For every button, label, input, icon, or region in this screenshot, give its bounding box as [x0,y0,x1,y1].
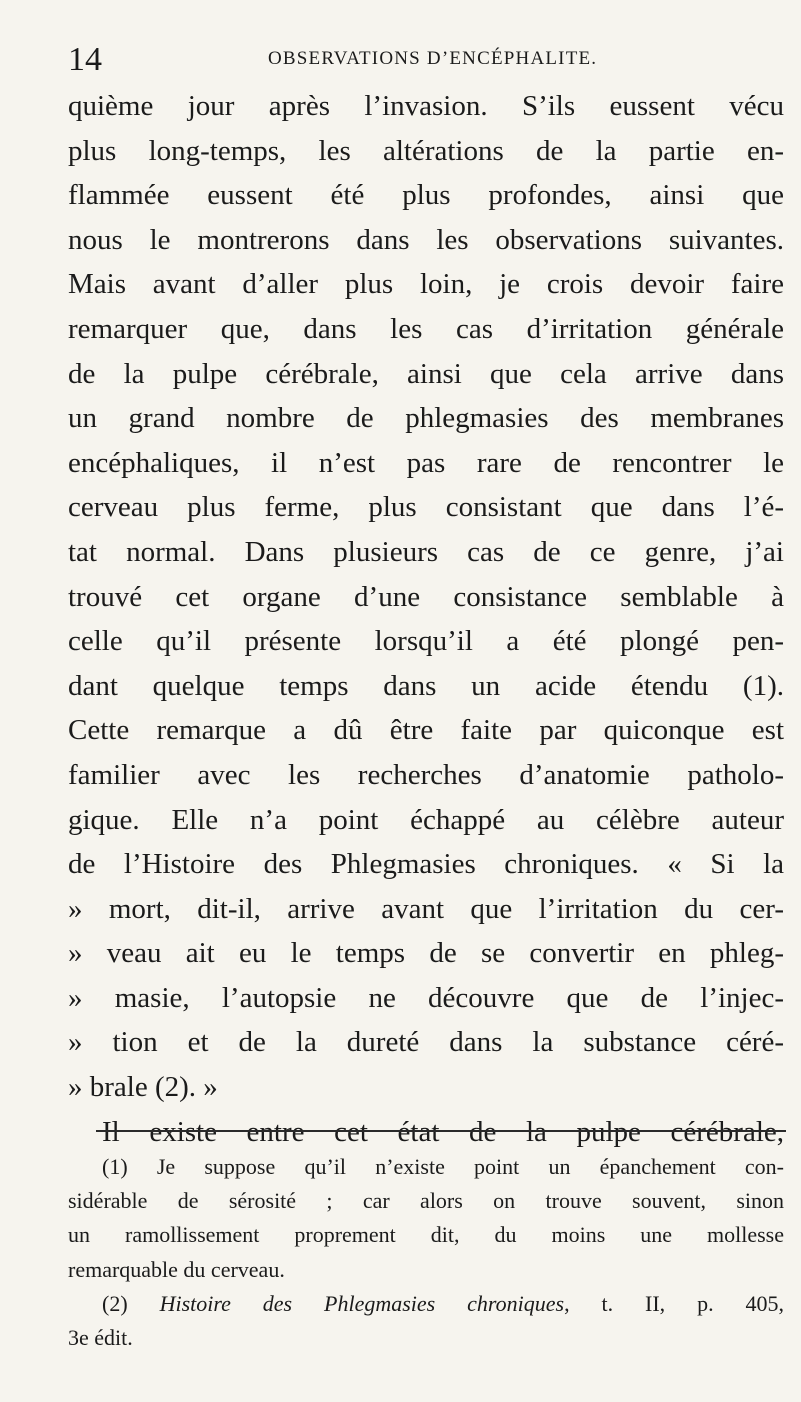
text-line: de la pulpe cérébrale, ainsi que cela arrive dans [68,357,784,390]
page-number: 14 [68,41,102,78]
text-line: » masie, l’autopsie ne découvre que de l’injec- [68,981,784,1014]
footnote-2-title: Histoire des Phlegmasies chroniques [159,1290,565,1316]
text-line: remarquer que, dans les cas d’irritation générale [68,312,784,345]
footnote-2-reference: , t. II, p. 405, [564,1290,785,1316]
text-line: » mort, dit-il, arrive avant que l’irritation du cer- [68,892,784,925]
running-head [68,38,778,82]
text-line: Cette remarque a dû être faite par quiconque est [68,714,784,747]
text-line: plus long-temps, les altérations de la partie en- [68,134,784,167]
footnote-2-number: (2) [102,1290,160,1316]
text-line: de l’Histoire des Phlegmasies chroniques. « Si la [68,848,784,881]
text-line: » brale (2). » [68,1071,218,1104]
text-line: un grand nombre de phlegmasies des membranes [68,402,784,435]
footnotes [68,1150,784,1355]
text-line: nous le montrerons dans les observations suivantes. [68,223,784,256]
text-line: familier avec les recherches d’anatomie patholo- [68,758,784,791]
footnote-line: 3e édit. [68,1324,133,1350]
body-text [68,84,784,1154]
text-line: tat normal. Dans plusieurs cas de ce genre, j’ai [68,535,784,568]
text-line: cerveau plus ferme, plus consistant que dans l’é- [68,491,784,524]
text-line: celle qu’il présente lorsqu’il a été plongé pen- [68,625,784,658]
footnote-2 [68,1287,784,1321]
text-line: gique. Elle n’a point échappé au célèbre auteur [68,803,784,836]
footnote-line: sidérable de sérosité ; car alors on trouve souvent, sinon [68,1188,784,1214]
footnote-line: un ramollissement proprement dit, du moins une mollesse [68,1222,784,1248]
text-line: » tion et de la dureté dans la substance céré- [68,1026,784,1059]
text-line: Il existe entre cet état de la pulpe cérébrale, [102,1115,784,1148]
text-line: flammée eussent été plus profondes, ainsi que [68,179,784,212]
text-line: dant quelque temps dans un acide étendu (1). [68,669,784,702]
text-line: Mais avant d’aller plus loin, je crois devoir faire [68,268,784,301]
text-line: quième jour après l’invasion. S’ils eussent vécu [68,90,784,122]
text-line: trouvé cet organe d’une consistance semblable à [68,580,784,613]
text-line: » veau ait eu le temps de se convertir en phleg- [68,937,784,970]
running-title: OBSERVATIONS D’ENCÉPHALITE. [268,48,598,69]
footnote-line: remarquable du cerveau. [68,1256,285,1282]
text-line: encéphaliques, il n’est pas rare de rencontrer le [68,446,784,479]
footnote-divider [96,1130,786,1132]
footnote-line: (1) Je suppose qu’il n’existe point un épanchement con- [102,1154,784,1179]
